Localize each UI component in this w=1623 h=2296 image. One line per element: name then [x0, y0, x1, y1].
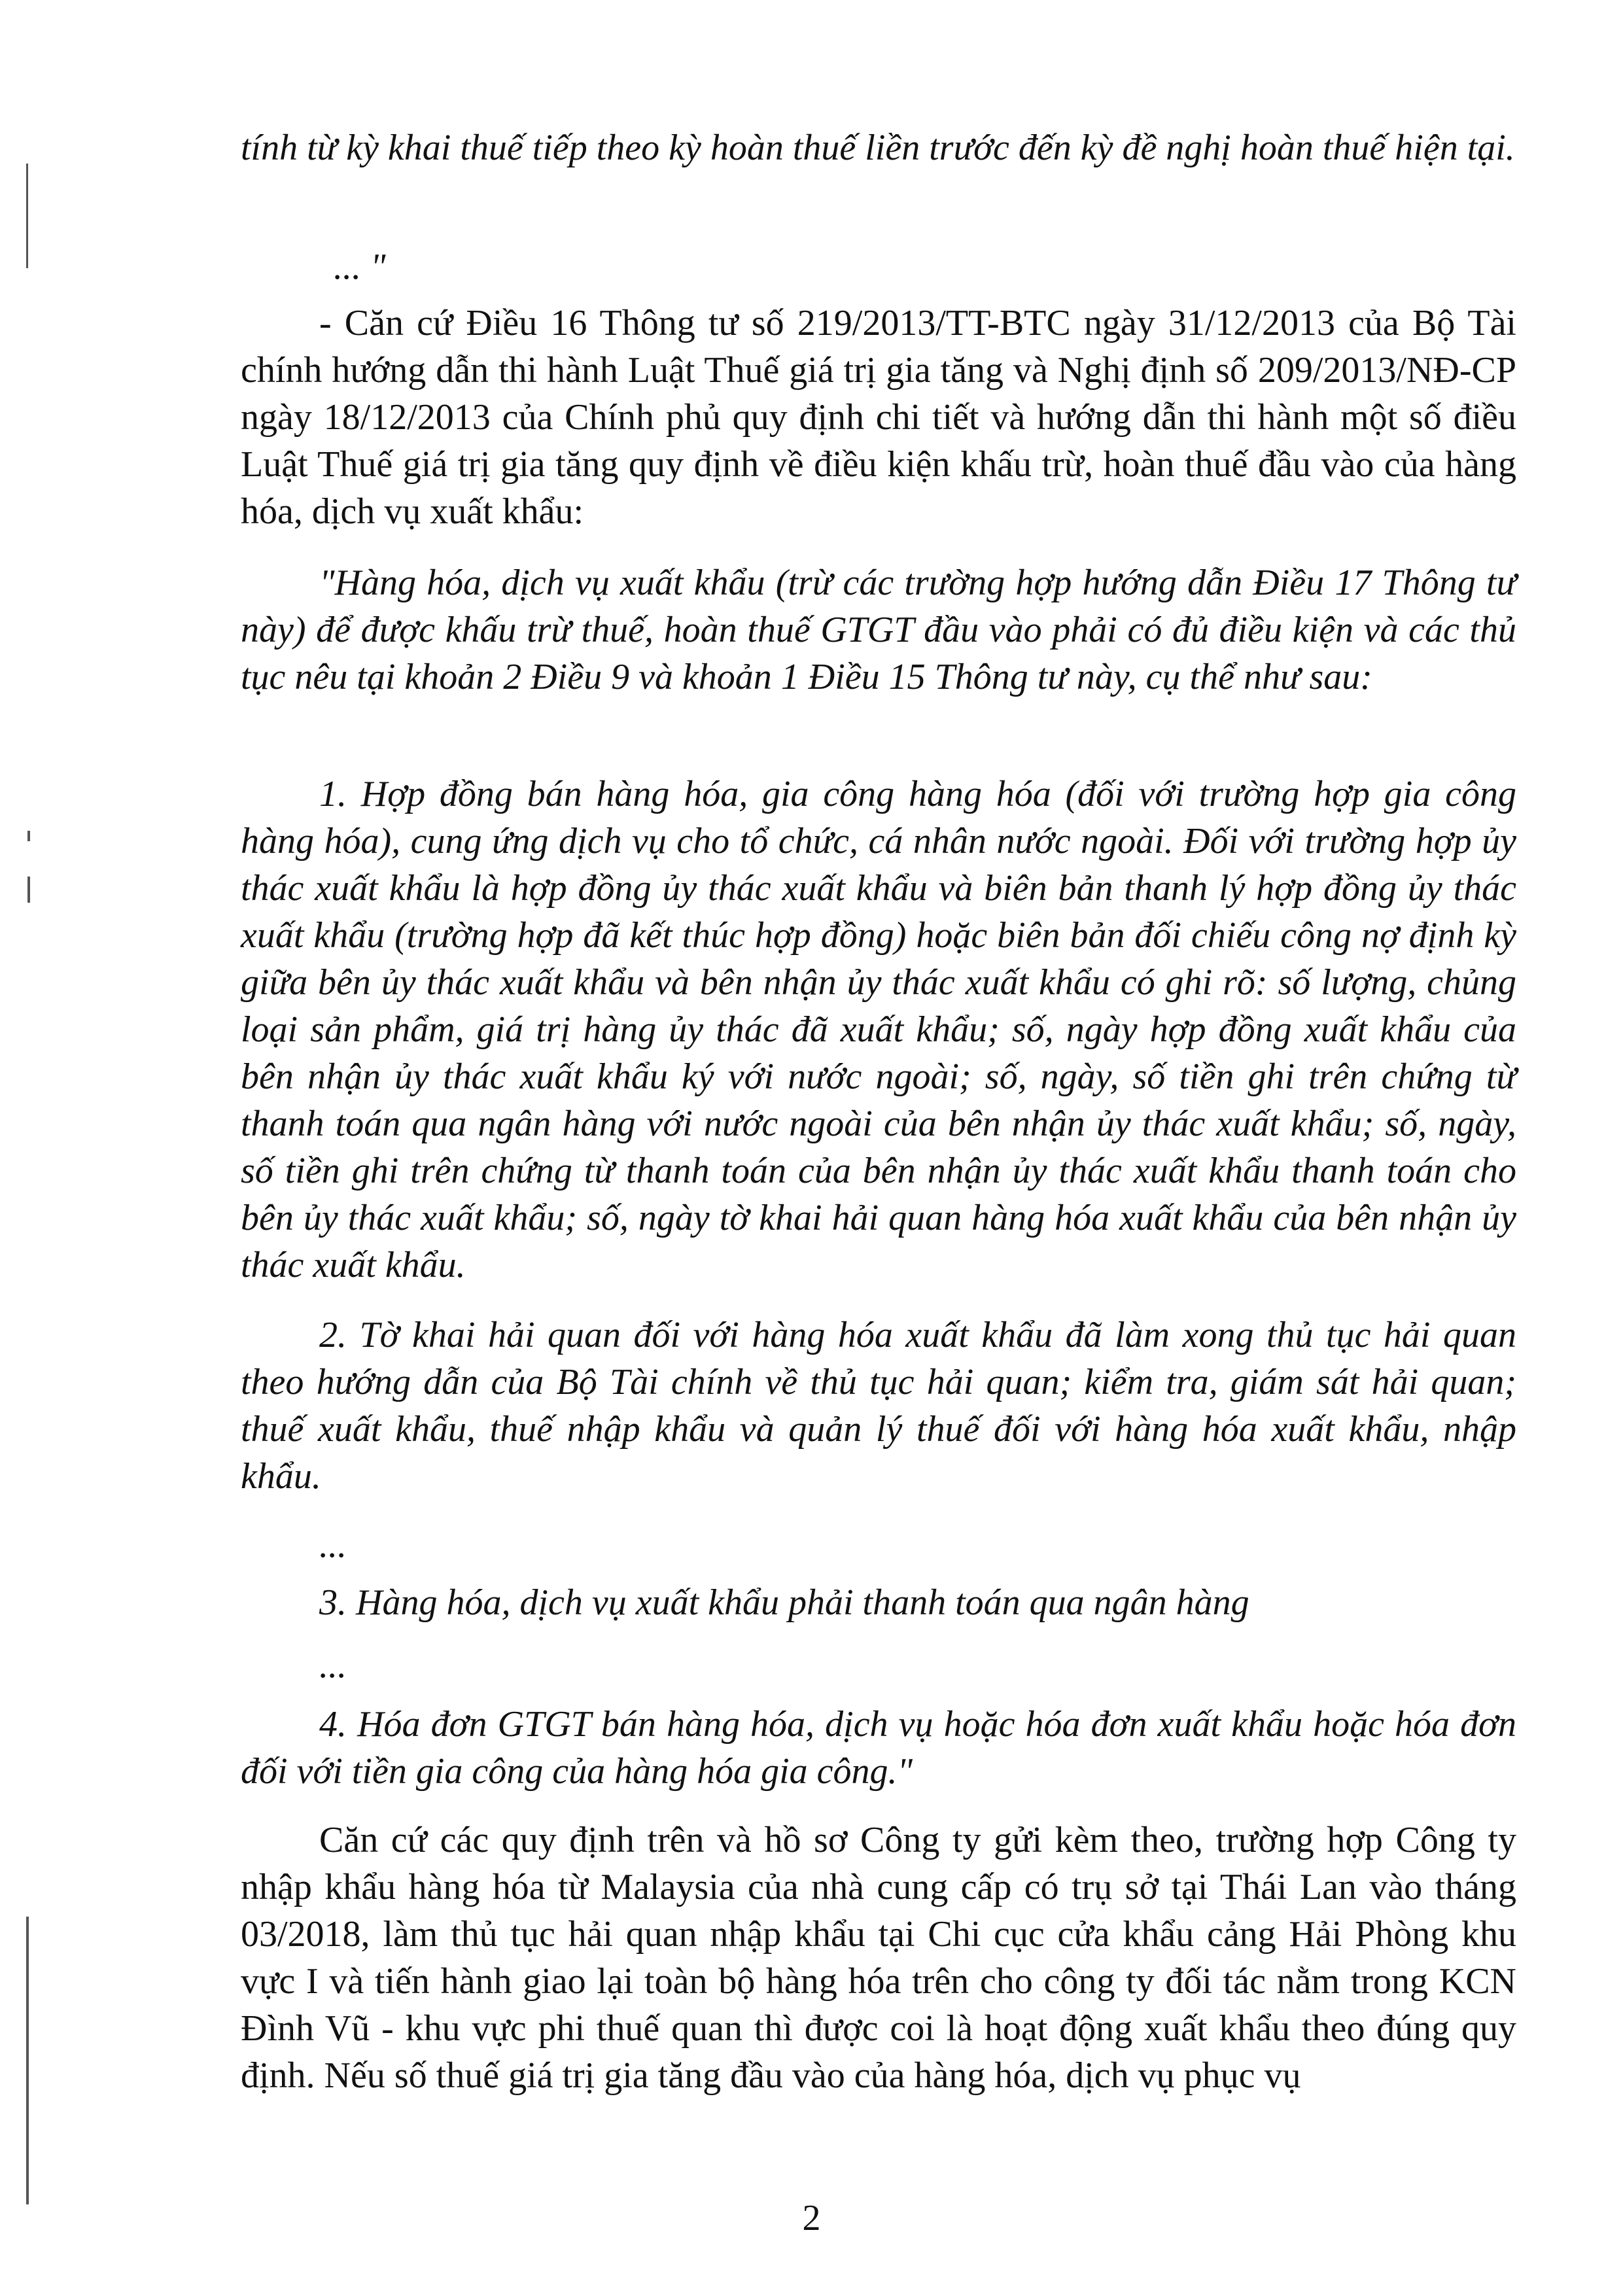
conclusion-paragraph: Căn cứ các quy định trên và hồ sơ Công ty gửi kèm theo, trường hợp Công ty nhập khẩu hàng hóa từ Malaysia của nhà cung cấp có trụ sở tại Thái Lan vào tháng 03/2018, làm thủ tục hải quan nhập khẩu tại Chi cục cửa khẩu cảng Hải Phòng khu vực I và tiến hành giao lại toàn bộ hàng hóa trên cho công ty đối tác nằm trong KCN Đình Vũ - khu vực phi thuế quan thì được coi là hoạt động xuất khẩu theo đúng quy định. Nếu số thuế giá trị gia tăng đầu vào của hàng hóa, dịch vụ phục vụ: [241, 1820, 1516, 2096]
scan-mark-top: [26, 164, 28, 268]
ellipsis-close-quote: ... ": [334, 247, 386, 287]
item-3-paragraph: 3. Hàng hóa, dịch vụ xuất khẩu phải thanh toán qua ngân hàng: [319, 1582, 1249, 1623]
ellipsis-1: ...: [319, 1525, 347, 1565]
intro-quote-paragraph: tính từ kỳ khai thuế tiếp theo kỳ hoàn thuế liền trước đến kỳ đề nghị hoàn thuế hiện tại.: [241, 128, 1515, 168]
scan-mark-mid-2: [27, 877, 30, 903]
item-1-paragraph: 1. Hợp đồng bán hàng hóa, gia công hàng hóa (đối với trường hợp gia công hàng hóa), cung ứng dịch vụ cho tổ chức, cá nhân nước ngoài. Đối với trường hợp ủy thác xuất khẩu là hợp đồng ủy thác xuất khẩu và biên bản thanh lý hợp đồng ủy thác xuất khẩu (trường hợp đã kết thúc hợp đồng) hoặc biên bản đối chiếu công nợ định kỳ giữa bên ủy thác xuất khẩu và bên nhận ủy thác xuất khẩu có ghi rõ: số lượng, chủng loại sản phẩm, giá trị hàng ủy thác đã xuất khẩu; số, ngày hợp đồng xuất khẩu của bên nhận ủy thác xuất khẩu ký với nước ngoài; số, ngày, số tiền ghi trên chứng từ thanh toán qua ngân hàng với nước ngoài của bên nhận ủy thác xuất khẩu; số, ngày, số tiền ghi trên chứng từ thanh toán của bên nhận ủy thác xuất khẩu thanh toán cho bên ủy thác xuất khẩu; số, ngày tờ khai hải quan hàng hóa xuất khẩu của bên nhận ủy thác xuất khẩu.: [241, 774, 1516, 1285]
quote-intro-paragraph: "Hàng hóa, dịch vụ xuất khẩu (trừ các trường hợp hướng dẫn Điều 17 Thông tư này) để được khấu trừ thuế, hoàn thuế GTGT đầu vào phải có đủ điều kiện và các thủ tục nêu tại khoản 2 Điều 9 và khoản 1 Điều 15 Thông tư này, cụ thể như sau:: [241, 563, 1516, 697]
item-2-paragraph: 2. Tờ khai hải quan đối với hàng hóa xuất khẩu đã làm xong thủ tục hải quan theo hướng dẫn của Bộ Tài chính về thủ tục hải quan; kiểm tra, giám sát hải quan; thuế xuất khẩu, thuế nhập khẩu và quản lý thuế đối với hàng hóa xuất khẩu, nhập khẩu.: [241, 1315, 1516, 1497]
scan-mark-bottom: [26, 1917, 29, 2204]
page-number: 2: [802, 2198, 821, 2238]
legal-basis-paragraph: - Căn cứ Điều 16 Thông tư số 219/2013/TT-BTC ngày 31/12/2013 của Bộ Tài chính hướng dẫn thi hành Luật Thuế giá trị gia tăng và Nghị định số 209/2013/NĐ-CP ngày 18/12/2013 của Chính phủ quy định chi tiết và hướng dẫn thi hành một số điều Luật Thuế giá trị gia tăng quy định về điều kiện khấu trừ, hoàn thuế đầu vào của hàng hóa, dịch vụ xuất khẩu:: [241, 303, 1516, 532]
item-4-paragraph: 4. Hóa đơn GTGT bán hàng hóa, dịch vụ hoặc hóa đơn xuất khẩu hoặc hóa đơn đối với tiền gia công của hàng hóa gia công.": [241, 1704, 1516, 1792]
scan-mark-mid: [27, 831, 30, 841]
ellipsis-2: ...: [319, 1645, 347, 1686]
